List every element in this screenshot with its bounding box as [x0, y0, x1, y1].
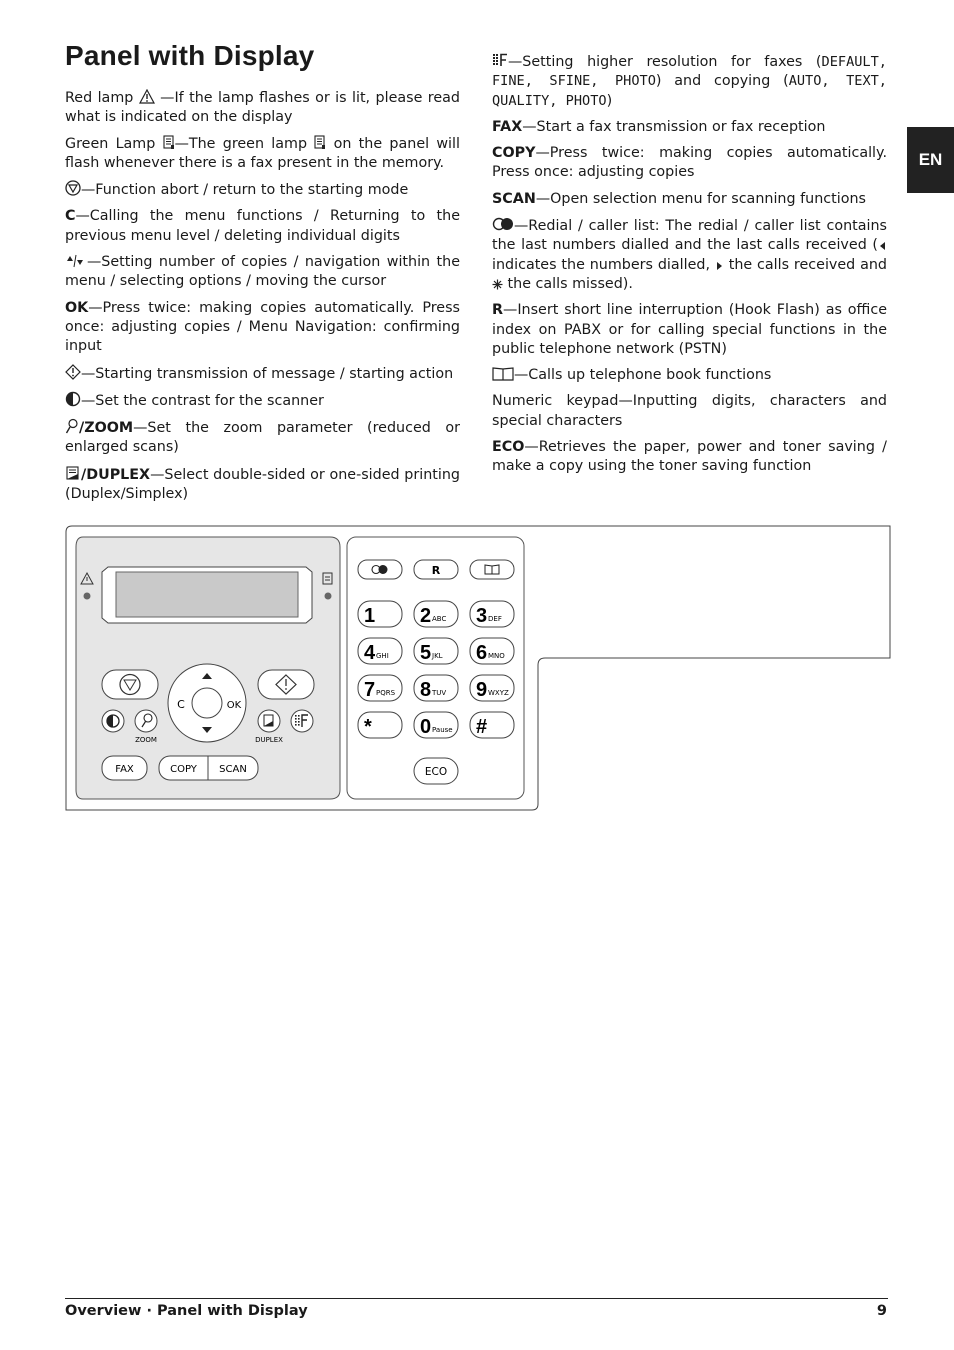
page-title: Panel with Display	[65, 40, 315, 71]
keypad-digit: 4	[364, 642, 376, 664]
keypad-letters: Pause	[432, 726, 453, 734]
keypad-digit: 7	[364, 679, 376, 701]
keypad-digit: 3	[476, 605, 488, 627]
navigation-pad[interactable]	[168, 664, 246, 742]
item-contrast: —Set the contrast for the scanner	[65, 391, 460, 411]
keypad-letters: MNO	[488, 652, 505, 660]
item-fax: FAX—Start a fax transmission or fax reception	[492, 118, 826, 135]
keypad-letters: TUV	[432, 689, 447, 697]
item-c: C—Calling the menu functions / Returning to the previous menu level / deleting individual digits	[65, 208, 460, 244]
r-button[interactable]	[414, 560, 458, 579]
item-phonebook: —Calls up telephone book functions	[492, 366, 887, 385]
eco-button[interactable]	[414, 758, 458, 784]
language-tab: EN	[907, 127, 954, 193]
keypad-letters: PQRS	[376, 689, 396, 697]
keypad-key[interactable]	[414, 675, 458, 701]
redial-button[interactable]	[358, 560, 402, 579]
duplex-label: DUPLEX	[255, 736, 283, 744]
keypad-key[interactable]	[358, 675, 402, 701]
c-key-label: C	[177, 698, 185, 711]
zoom-label: ZOOM	[135, 736, 157, 744]
item-arrows: —Setting number of copies / navigation within the menu / selecting options / moving the cursor	[65, 254, 460, 290]
keypad-digit: 1	[364, 605, 376, 627]
item-stop: —Function abort / return to the starting mode	[65, 180, 460, 200]
keypad-letters: JKL	[432, 652, 443, 660]
zoom-button[interactable]	[135, 710, 157, 744]
keypad-key[interactable]	[358, 712, 402, 738]
ok-key-label: OK	[226, 700, 242, 711]
keypad-key[interactable]	[470, 675, 514, 701]
start-button[interactable]	[258, 670, 314, 699]
keypad-letters: WXYZ	[488, 689, 509, 697]
fax-key-label: FAX	[115, 764, 134, 775]
keypad-letters: ABC	[432, 615, 447, 623]
item-zoom: /ZOOM—Set the zoom parameter (reduced or enlarged scans)	[65, 420, 460, 456]
footer-rule	[65, 1298, 888, 1299]
item-duplex: /DUPLEX—Select double-sided or one-sided printing (Duplex/Simplex)	[65, 466, 460, 503]
item-keypad: Numeric keypad—Inputting digits, characters and special characters	[492, 393, 887, 429]
item-start: —Starting transmission of message / starting action	[65, 364, 460, 384]
item-eco: ECO—Retrieves the paper, power and toner saving / make a copy using the toner saving function	[492, 439, 887, 475]
stop-button[interactable]	[102, 670, 158, 699]
item-resolution: —Setting higher resolution for faxes (DEFAULT, FINE, SFINE, PHOTO) and copying (AUTO, TEXT, QUALITY, PHOTO)	[492, 54, 887, 109]
keypad-key[interactable]	[470, 712, 514, 738]
r-key-label: R	[431, 564, 441, 577]
item-red-lamp: Red lamp —If the lamp flashes or is lit, please read what is indicated on the display	[65, 90, 460, 126]
item-copy: COPY—Press twice: making copies automatically. Press once: adjusting copies	[492, 145, 887, 181]
keypad-letters: GHI	[376, 652, 389, 660]
keypad-digit: 2	[420, 605, 432, 627]
keypad-digit: 9	[476, 679, 488, 701]
copy-key-label[interactable]: COPY	[170, 764, 197, 775]
keypad-key[interactable]	[414, 638, 458, 664]
phonebook-button[interactable]	[470, 560, 514, 579]
keypad-key[interactable]	[470, 601, 514, 627]
scan-key-label[interactable]: SCAN	[219, 764, 247, 775]
keypad-digit: 6	[476, 642, 488, 664]
item-r: R—Insert short line interruption (Hook Flash) as office index on PABX or for calling special functions in the public telephone network (PSTN)	[492, 302, 887, 357]
keypad-key[interactable]	[414, 712, 458, 738]
keypad-digit: 5	[420, 642, 432, 664]
keypad-letters: DEF	[488, 615, 502, 623]
keypad-key[interactable]	[358, 601, 402, 627]
keypad-digit: 8	[420, 679, 432, 701]
footer-section: Overview · Panel with Display	[65, 1303, 308, 1319]
keypad-digit: *	[364, 716, 372, 738]
lcd-display	[102, 567, 312, 623]
keypad-key[interactable]	[414, 601, 458, 627]
page-number: 9	[876, 1303, 887, 1319]
resolution-button[interactable]	[291, 710, 313, 732]
item-green-lamp: Green Lamp —The green lamp on the panel will flash whenever there is a fax present in the memory.	[65, 135, 460, 171]
keypad-digit: #	[476, 716, 488, 738]
item-scan: SCAN—Open selection menu for scanning functions	[492, 190, 866, 207]
keypad-key[interactable]	[470, 638, 514, 664]
keypad-digit: 0	[420, 716, 432, 738]
item-ok: OK—Press twice: making copies automatically. Press once: adjusting copies / Menu Navigation: confirming input	[65, 299, 460, 355]
fax-button[interactable]	[102, 756, 147, 780]
contrast-button[interactable]	[102, 710, 124, 732]
item-redial: —Redial / caller list: The redial / caller list contains the last numbers dialled and the last calls received ( indicates the numbers dialled, the calls received and the calls missed).	[492, 216, 887, 294]
keypad-key[interactable]	[358, 638, 402, 664]
eco-key-label: ECO	[424, 766, 448, 778]
